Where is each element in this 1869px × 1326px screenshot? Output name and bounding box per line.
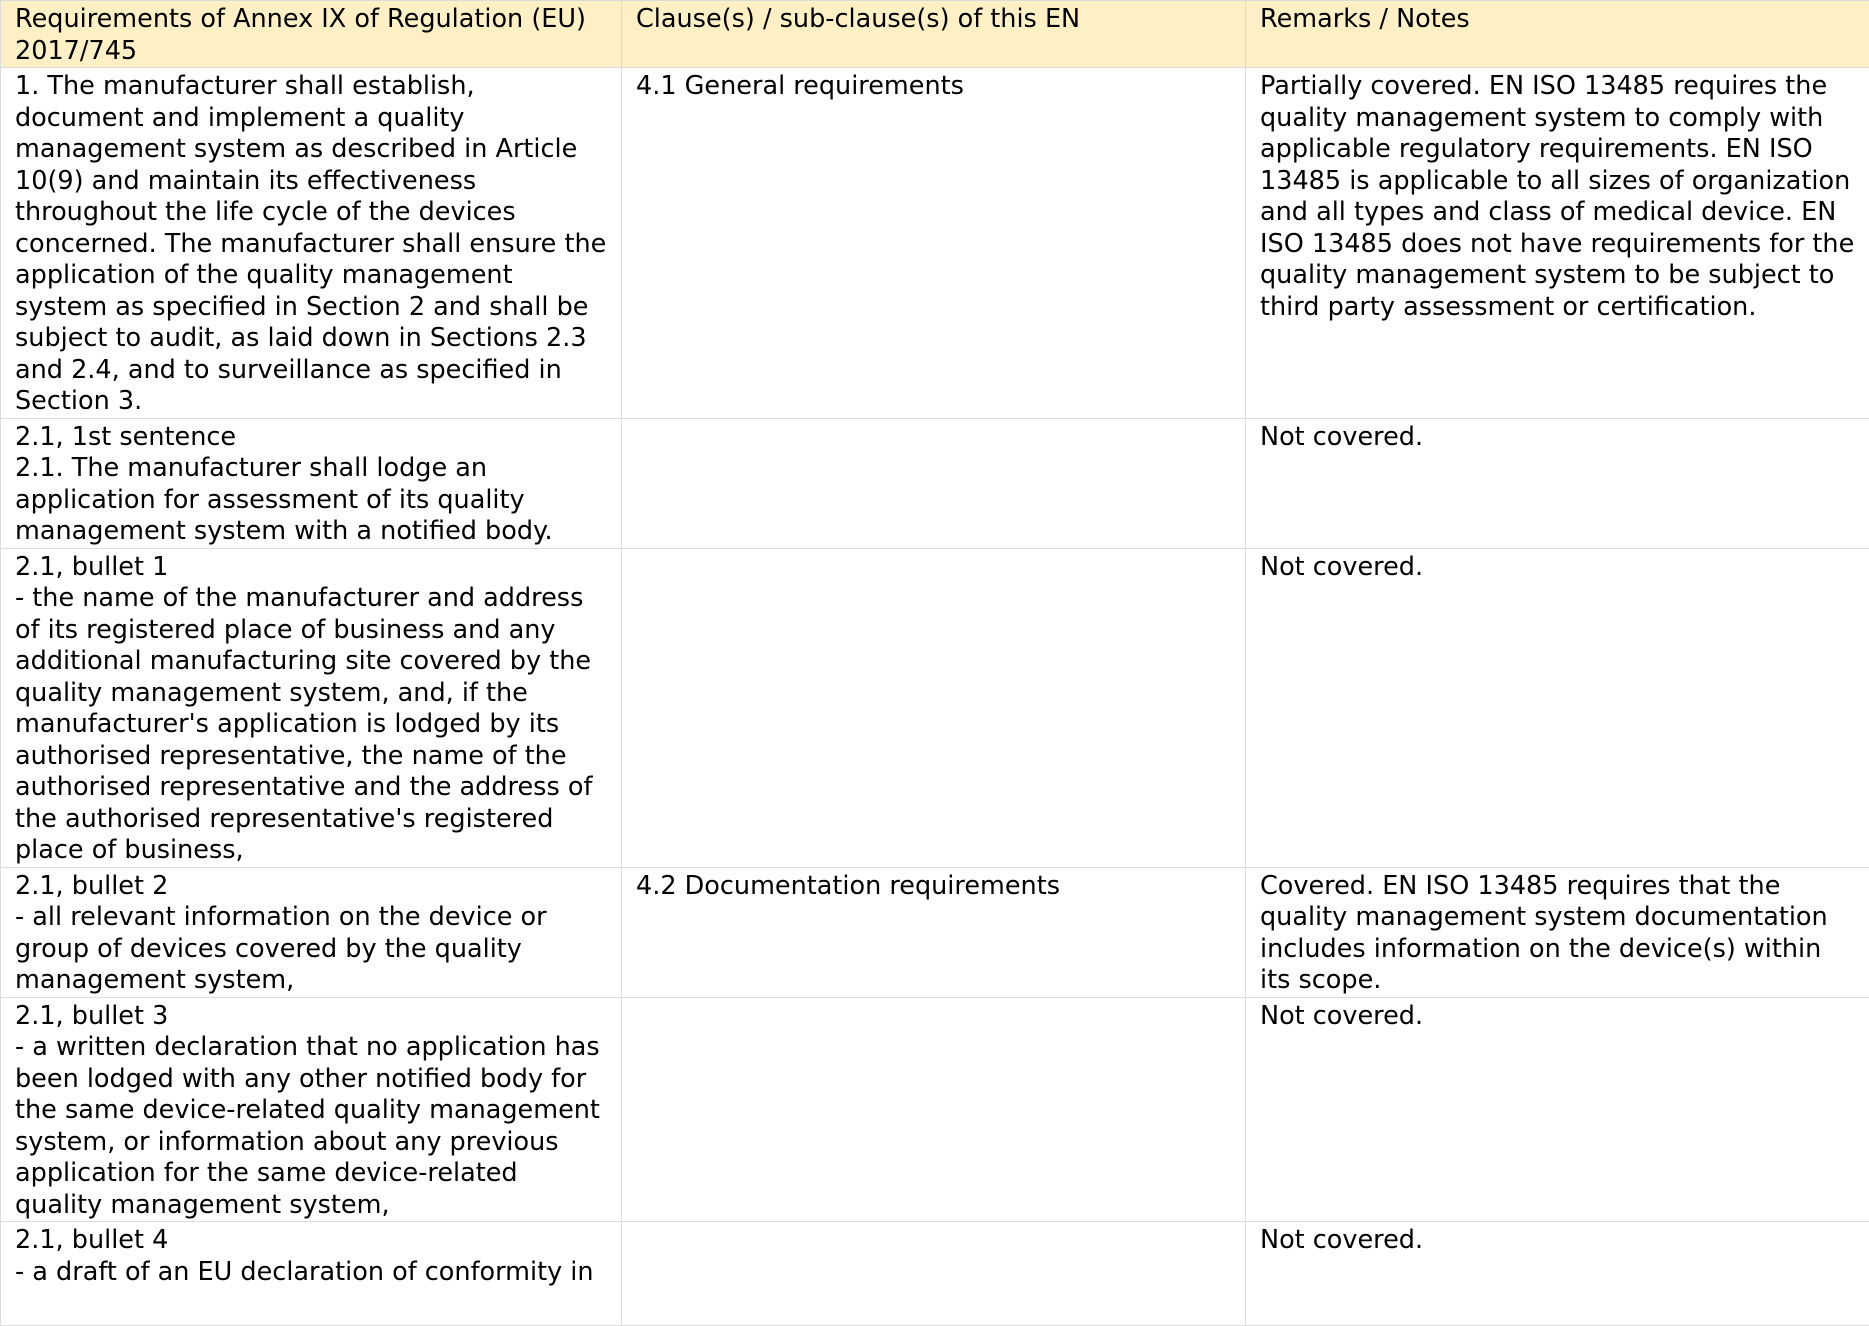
clause-cell [622, 548, 1246, 867]
remarks-cell: Partially covered. EN ISO 13485 requires the quality management system to comply with applicable regulatory requirements. EN ISO 13485 is applicable to all sizes of organization and all types and class of medical device. EN ISO 13485 does not have requirements for the quality management system to be subject to third party assessment or certification. [1246, 68, 1869, 419]
requirement-cell: 2.1, bullet 1 - the name of the manufacturer and address of its registered place of business and any additional manufacturing site covered by the quality management system, and, if the manufacturer's application is lodged by its authorised representative, the name of the authorised representative and the address of the authorised representative's registered place of business, [1, 548, 622, 867]
table-row [1, 68, 1869, 419]
remarks-cell: Not covered. [1246, 997, 1869, 1222]
requirement-cell: 2.1, bullet 2 - all relevant information on the device or group of devices covered by the quality management system, [1, 867, 622, 997]
clause-cell: 4.1 General requirements [622, 68, 1246, 419]
table-row [1, 867, 1869, 997]
clause-cell [622, 997, 1246, 1222]
clause-cell [622, 418, 1246, 548]
table-row [1, 997, 1869, 1222]
remarks-cell: Covered. EN ISO 13485 requires that the quality management system documentation includes information on the device(s) within its scope. [1246, 867, 1869, 997]
requirement-cell: 2.1, bullet 3 - a written declaration that no application has been lodged with any other notified body for the same device-related quality management system, or information about any previous application for the same device-related quality management system, [1, 997, 622, 1222]
header-clauses: Clause(s) / sub-clause(s) of this EN [622, 1, 1246, 68]
table-header-row [1, 1, 1869, 68]
remarks-cell: Not covered. [1246, 418, 1869, 548]
remarks-cell: Not covered. [1246, 548, 1869, 867]
header-requirements: Requirements of Annex IX of Regulation (EU) 2017/745 [1, 1, 622, 68]
remarks-cell: Not covered. [1246, 1222, 1869, 1326]
clause-cell [622, 1222, 1246, 1326]
table-row [1, 418, 1869, 548]
requirement-cell: 1. The manufacturer shall establish, document and implement a quality management system as described in Article 10(9) and maintain its effectiveness throughout the life cycle of the devices concerned. The manufacturer shall ensure the application of the quality management system as specified in Section 2 and shall be subject to audit, as laid down in Sections 2.3 and 2.4, and to surveillance as specified in Section 3. [1, 68, 622, 419]
requirement-cell: 2.1, bullet 4 - a draft of an EU declaration of conformity in [1, 1222, 622, 1326]
table-row [1, 548, 1869, 867]
table-row [1, 1222, 1869, 1326]
requirement-cell: 2.1, 1st sentence 2.1. The manufacturer shall lodge an application for assessment of its quality management system with a notified body. [1, 418, 622, 548]
clause-cell: 4.2 Documentation requirements [622, 867, 1246, 997]
header-remarks: Remarks / Notes [1246, 1, 1869, 68]
